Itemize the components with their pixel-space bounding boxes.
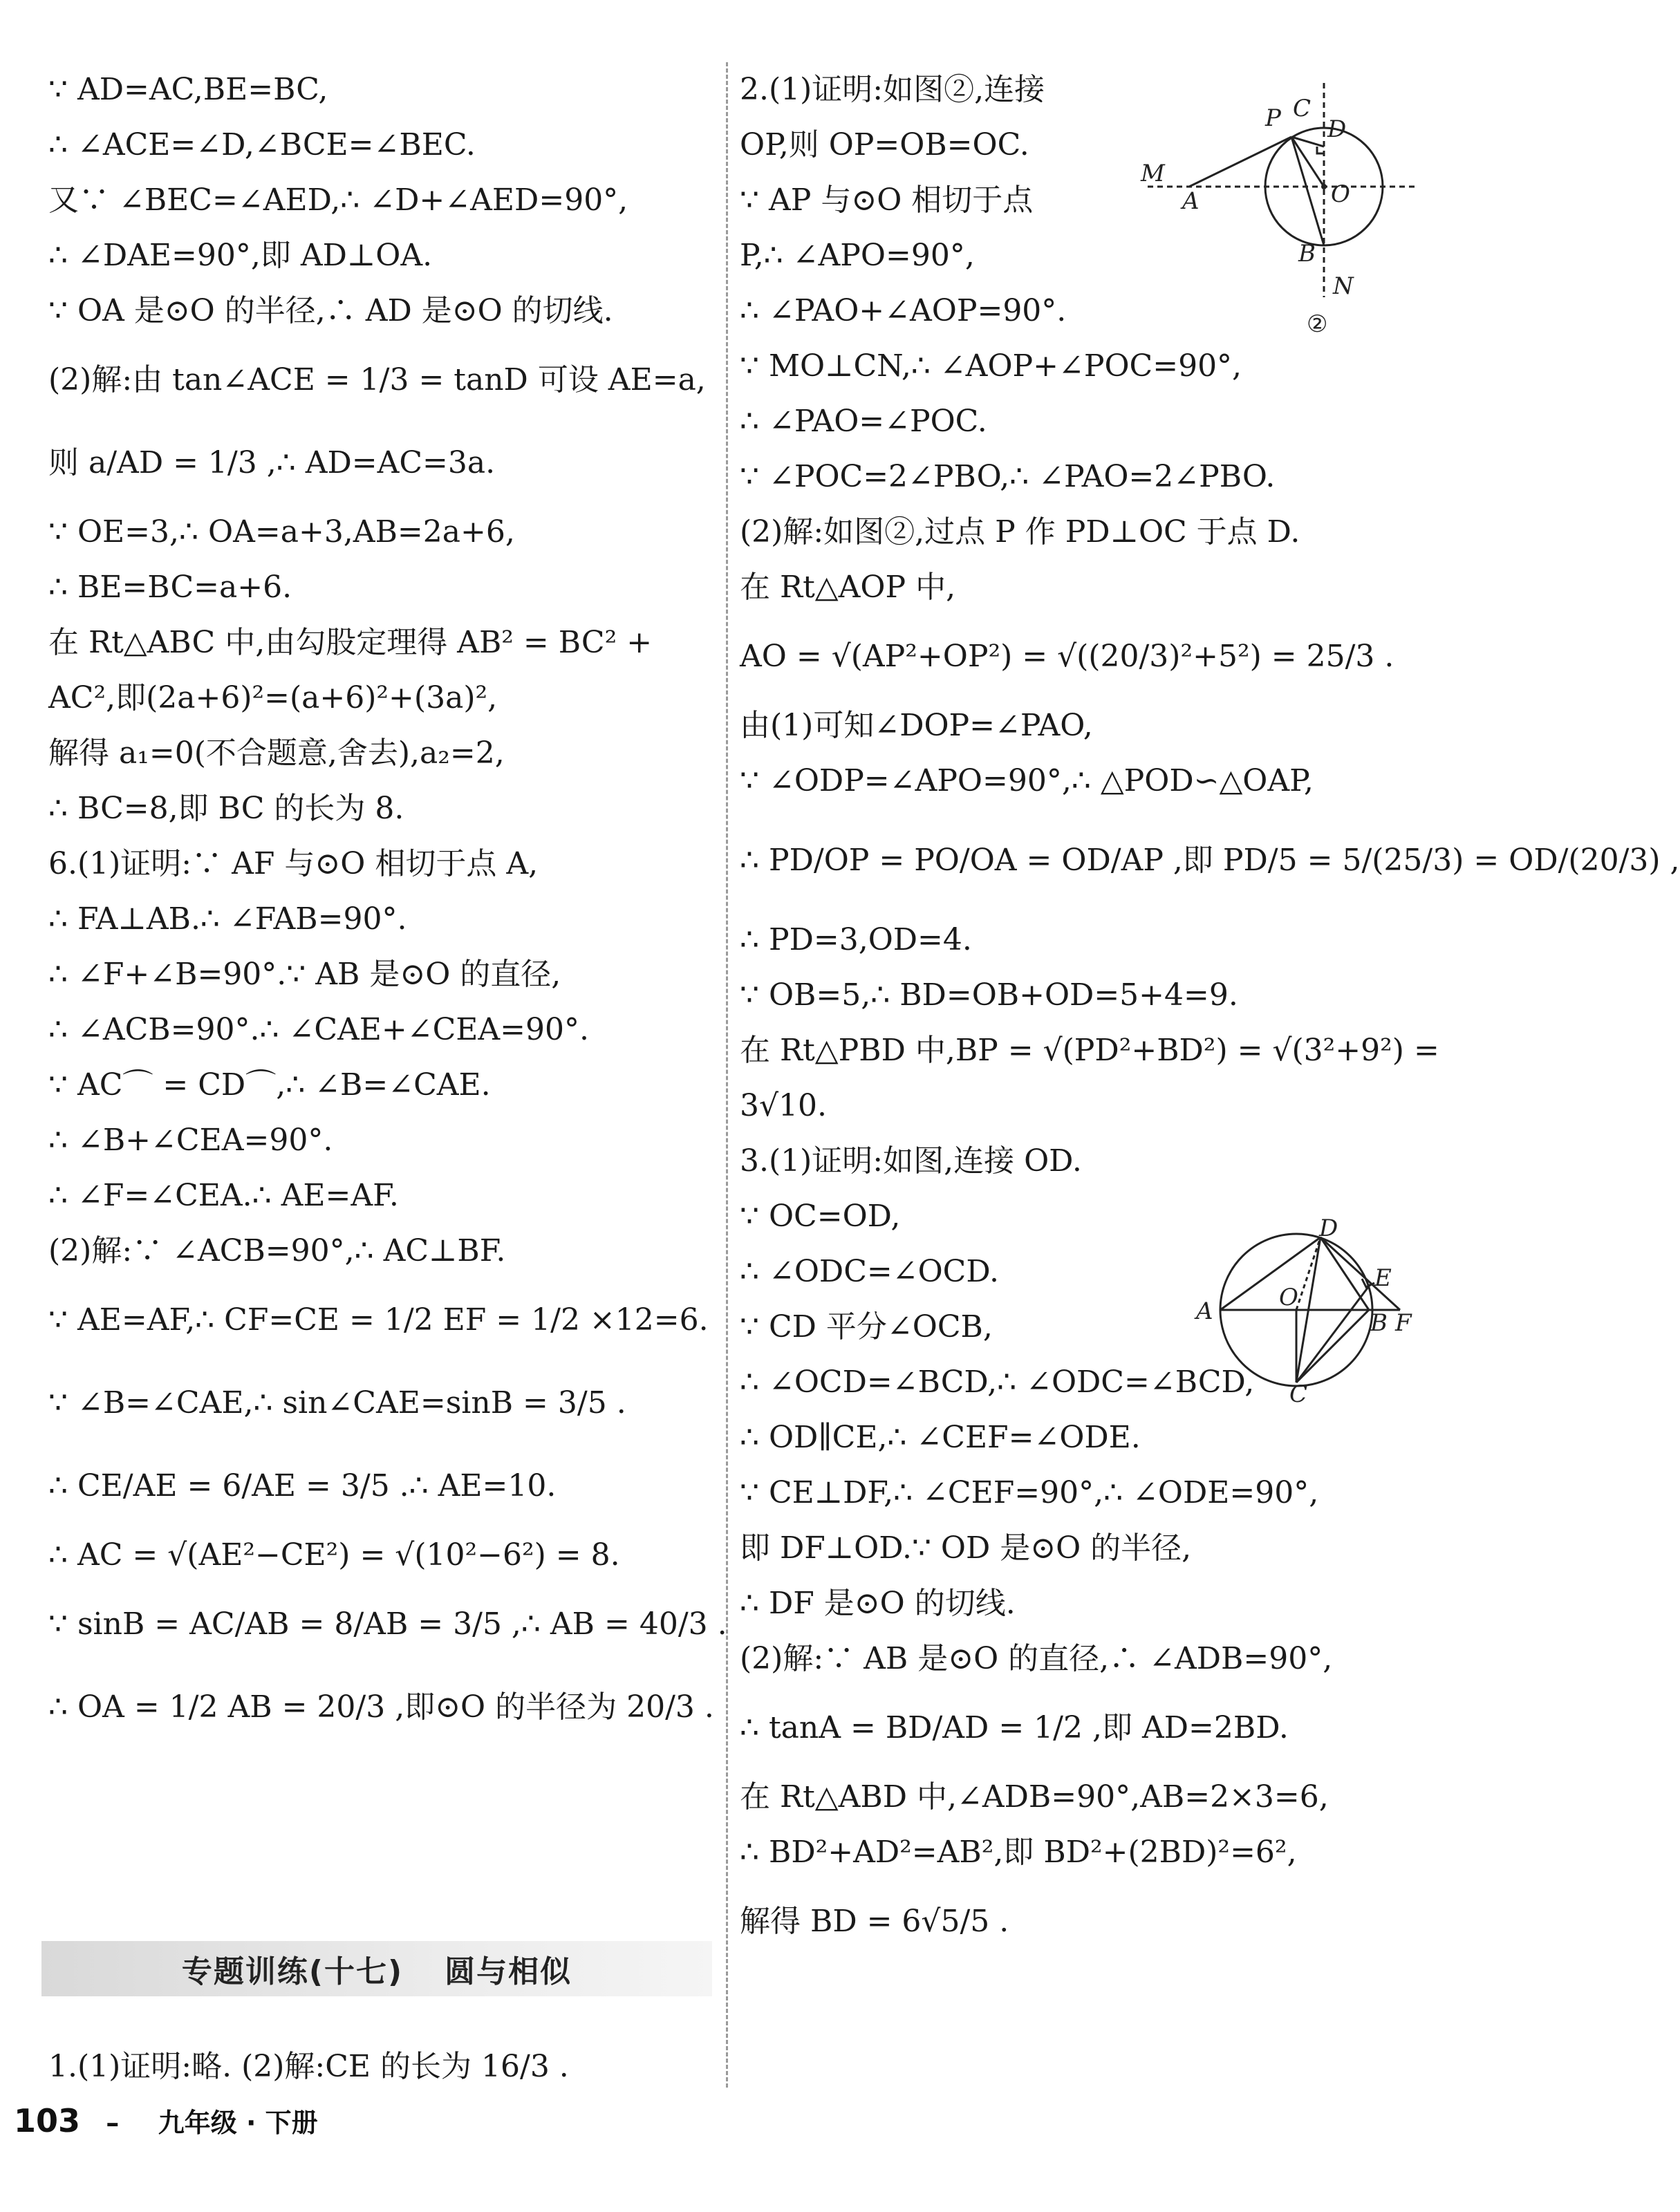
left-line-17: ∵ AC⌒ = CD⌒,∴ ∠B=∠CAE. <box>48 1067 491 1103</box>
right-column <box>740 62 1680 1963</box>
right-line-24: ∵ CE⊥DF,∴ ∠CEF=90°,∴ ∠ODE=90°, <box>740 1475 1319 1510</box>
right-line-13: ∴ PD/OP = PO/OA = OD/AP ,即 PD/5 = 5/(25/3) = OD/(20/3) , <box>740 843 1680 878</box>
label-D: D <box>1319 1215 1338 1242</box>
right-line-4: ∴ ∠PAO+∠AOP=90°. <box>740 293 1067 328</box>
left-line-11: 解得 a₁=0(不合题意,舍去),a₂=2, <box>48 735 505 771</box>
right-line-10: AO = √(AP²+OP²) = √((20/3)²+5²) = 25/3 . <box>740 639 1394 674</box>
right-line-8: (2)解:如图②,过点 P 作 PD⊥OC 于点 D. <box>740 514 1300 550</box>
left-line-6: 则 a/AD = 1/3 ,∴ AD=AC=3a. <box>48 445 496 480</box>
right-line-21: ∵ CD 平分∠OCB, <box>740 1309 993 1344</box>
left-line-26: ∴ OA = 1/2 AB = 20/3 ,即⊙O 的半径为 20/3 . <box>48 1689 714 1725</box>
label-A: A <box>1182 187 1200 215</box>
right-line-12: ∵ ∠ODP=∠APO=90°,∴ △POD∽△OAP, <box>740 763 1314 798</box>
right-line-19: ∵ OC=OD, <box>740 1199 901 1234</box>
label-O: O <box>1279 1284 1298 1311</box>
label-O: O <box>1331 180 1350 208</box>
column-divider <box>726 62 728 2088</box>
left-line-0: ∵ AD=AC,BE=BC, <box>48 72 328 107</box>
left-line-8: ∴ BE=BC=a+6. <box>48 570 292 605</box>
right-line-3: P,∴ ∠APO=90°, <box>740 238 975 273</box>
right-line-14: ∴ PD=3,OD=4. <box>740 922 972 957</box>
right-line-17: 3√10. <box>740 1088 828 1123</box>
label-M: M <box>1141 160 1165 187</box>
grade-label: 九年级 · 下册 <box>158 2108 318 2138</box>
left-line-3: ∴ ∠DAE=90°,即 AD⊥OA. <box>48 238 433 273</box>
page-footer <box>14 2101 318 2139</box>
footer-dash: – <box>106 2108 120 2138</box>
right-line-7: ∵ ∠POC=2∠PBO,∴ ∠PAO=2∠PBO. <box>740 459 1276 494</box>
left-line-2: 又∵ ∠BEC=∠AED,∴ ∠D+∠AED=90°, <box>48 182 628 218</box>
page-number: 103 <box>14 2102 81 2139</box>
section-banner <box>41 1941 712 1996</box>
left-line-12: ∴ BC=8,即 BC 的长为 8. <box>48 791 404 826</box>
label-P: P <box>1265 104 1281 132</box>
right-line-29: 在 Rt△ABD 中,∠ADB=90°,AB=2×3=6, <box>740 1779 1329 1815</box>
problem-1-answer: 1.(1)证明:略. (2)解:CE 的长为 16/3 . <box>48 2049 569 2084</box>
left-line-18: ∴ ∠B+∠CEA=90°. <box>48 1123 333 1158</box>
right-line-6: ∴ ∠PAO=∠POC. <box>740 404 987 439</box>
left-line-7: ∵ OE=3,∴ OA=a+3,AB=2a+6, <box>48 514 515 550</box>
left-line-10: AC²,即(2a+6)²=(a+6)²+(3a)², <box>48 680 498 715</box>
right-line-15: ∵ OB=5,∴ BD=OB+OD=5+4=9. <box>740 977 1238 1013</box>
right-line-28: ∴ tanA = BD/AD = 1/2 ,即 AD=2BD. <box>740 1710 1289 1745</box>
left-line-13: 6.(1)证明:∵ AF 与⊙O 相切于点 A, <box>48 846 539 881</box>
left-line-16: ∴ ∠ACB=90°.∴ ∠CAE+∠CEA=90°. <box>48 1012 590 1047</box>
label-C: C <box>1289 1380 1308 1408</box>
left-line-20: (2)解:∵ ∠ACB=90°,∴ AC⊥BF. <box>48 1233 506 1268</box>
left-line-1: ∴ ∠ACE=∠D,∠BCE=∠BEC. <box>48 127 476 162</box>
right-line-2: ∵ AP 与⊙O 相切于点 <box>740 182 1034 218</box>
label-F: F <box>1395 1309 1412 1337</box>
banner-topic: 圆与相似 <box>445 1954 572 1989</box>
right-line-18: 3.(1)证明:如图,连接 OD. <box>740 1143 1082 1179</box>
left-line-4: ∵ OA 是⊙O 的半径,∴ AD 是⊙O 的切线. <box>48 293 613 328</box>
right-line-20: ∴ ∠ODC=∠OCD. <box>740 1254 1000 1289</box>
right-line-31: 解得 BD = 6√5/5 . <box>740 1904 1009 1939</box>
figure-3 <box>1189 1215 1424 1408</box>
left-line-23: ∴ CE/AE = 6/AE = 3/5 .∴ AE=10. <box>48 1468 557 1503</box>
label-B: B <box>1370 1309 1388 1337</box>
left-line-15: ∴ ∠F+∠B=90°.∵ AB 是⊙O 的直径, <box>48 957 561 992</box>
label-C: C <box>1293 95 1312 122</box>
right-line-16: 在 Rt△PBD 中,BP = √(PD²+BD²) = √(3²+9²) = <box>740 1033 1439 1068</box>
left-line-25: ∵ sinB = AC/AB = 8/AB = 3/5 ,∴ AB = 40/3 . <box>48 1606 727 1642</box>
right-line-1: OP,则 OP=OB=OC. <box>740 127 1029 162</box>
right-line-30: ∴ BD²+AD²=AB²,即 BD²+(2BD)²=6², <box>740 1835 1297 1870</box>
left-line-19: ∴ ∠F=∠CEA.∴ AE=AF. <box>48 1178 399 1213</box>
right-line-27: (2)解:∵ AB 是⊙O 的直径,∴ ∠ADB=90°, <box>740 1641 1333 1676</box>
label-A: A <box>1196 1297 1213 1325</box>
right-line-23: ∴ OD∥CE,∴ ∠CEF=∠ODE. <box>740 1420 1141 1455</box>
label-N: N <box>1333 272 1354 300</box>
left-line-14: ∴ FA⊥AB.∴ ∠FAB=90°. <box>48 901 407 937</box>
left-line-5: (2)解:由 tan∠ACE = 1/3 = tanD 可设 AE=a, <box>48 362 706 397</box>
label-E: E <box>1374 1264 1392 1292</box>
right-line-5: ∵ MO⊥CN,∴ ∠AOP+∠POC=90°, <box>740 348 1242 384</box>
figure-2 <box>1127 83 1431 346</box>
left-line-9: 在 Rt△ABC 中,由勾股定理得 AB² = BC² + <box>48 625 653 660</box>
left-line-24: ∴ AC = √(AE²−CE²) = √(10²−6²) = 8. <box>48 1537 620 1573</box>
right-line-22: ∴ ∠OCD=∠BCD,∴ ∠ODC=∠BCD, <box>740 1365 1255 1400</box>
banner-title: 专题训练(十七) <box>181 1954 404 1989</box>
left-line-22: ∵ ∠B=∠CAE,∴ sin∠CAE=sinB = 3/5 . <box>48 1385 626 1421</box>
label-D: D <box>1327 115 1347 143</box>
right-line-25: 即 DF⊥OD.∵ OD 是⊙O 的半径, <box>740 1530 1192 1566</box>
left-column <box>48 62 727 1749</box>
label-B: B <box>1298 240 1316 268</box>
figure-2-caption: ② <box>1307 310 1328 338</box>
left-line-21: ∵ AE=AF,∴ CF=CE = 1/2 EF = 1/2 ×12=6. <box>48 1302 709 1338</box>
right-line-26: ∴ DF 是⊙O 的切线. <box>740 1586 1016 1621</box>
right-line-11: 由(1)可知∠DOP=∠PAO, <box>740 708 1093 743</box>
right-line-9: 在 Rt△AOP 中, <box>740 570 956 605</box>
right-line-0: 2.(1)证明:如图②,连接 <box>740 72 1045 107</box>
